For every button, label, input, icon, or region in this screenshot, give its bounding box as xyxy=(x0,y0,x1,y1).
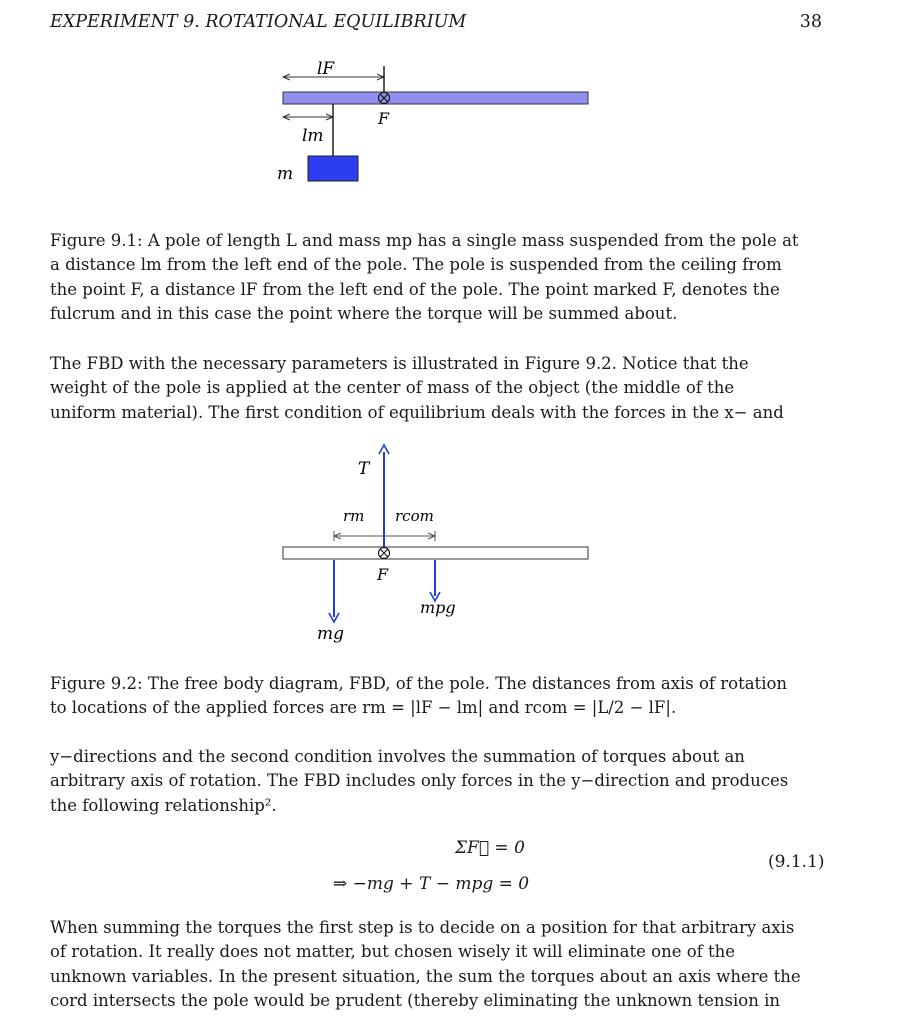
body-paragraph-2 xyxy=(50,745,825,818)
figure-9-2-caption xyxy=(50,672,825,721)
body-paragraph-3 xyxy=(50,916,825,1013)
caption1-line: Figure 9.1: A pole of length L and mass mp has a single mass suspended from the pole at xyxy=(50,231,799,250)
label-rm: rm xyxy=(343,507,365,525)
para3-line: unknown variables. In the present situation, the sum the torques about an axis where the xyxy=(50,966,801,986)
para3-line: When summing the torques the first step is to decide on a position for that arbitrary axis xyxy=(50,918,795,937)
label-T: T xyxy=(358,459,370,479)
equation-line-1: ΣF⃗ = 0 xyxy=(455,838,525,858)
page-number: 38 xyxy=(799,12,822,32)
label-lF: lF xyxy=(317,59,335,79)
label-mpg: mpg xyxy=(420,598,456,617)
header-title: EXPERIMENT 9. ROTATIONAL EQUILIBRIUM xyxy=(50,12,467,32)
para1-line: weight of the pole is applied at the center of mass of the object (the middle of the xyxy=(50,378,735,398)
label-m: m xyxy=(277,164,294,184)
equation-line-2: ⇒ −mg + T − mpg = 0 xyxy=(333,874,530,894)
caption1-line: the point F, a distance lF from the left end of the pole. The point marked F, denotes the xyxy=(50,279,780,299)
equation-block xyxy=(0,830,902,900)
label-lm: lm xyxy=(302,126,324,146)
para3-line: of rotation. It really does not matter, but chosen wisely it will eliminate one of the xyxy=(50,942,736,962)
para1-line: The FBD with the necessary parameters is illustrated in Figure 9.2. Notice that the xyxy=(50,354,749,373)
para2-line: y−directions and the second condition involves the summation of torques about an xyxy=(50,747,745,766)
para1-line: uniform material). The first condition of equilibrium deals with the forces in the x− and xyxy=(50,402,784,422)
para2-line: arbitrary axis of rotation. The FBD includes only forces in the y−direction and produces xyxy=(50,771,789,791)
label-F: F xyxy=(377,565,389,584)
caption1-line: fulcrum and in this case the point where the torque will be summed about. xyxy=(50,303,678,323)
para2-line: the following relationship². xyxy=(50,795,277,815)
label-F: F xyxy=(378,109,390,128)
para3-line: cord intersects the pole would be prudent (thereby eliminating the unknown tension in xyxy=(50,990,781,1010)
label-rcom: rcom xyxy=(395,507,434,525)
caption2-line: Figure 9.2: The free body diagram, FBD, of the pole. The distances from axis of rotation xyxy=(50,674,788,693)
pole-outline xyxy=(283,547,588,559)
caption1-line: a distance lm from the left end of the pole. The pole is suspended from the ceiling from xyxy=(50,255,782,275)
equation-number: (9.1.1) xyxy=(768,852,825,872)
label-mg: mg xyxy=(317,624,345,644)
caption2-line: to locations of the applied forces are rm = |lF − lm| and rcom = |L/2 − lF|. xyxy=(50,698,677,718)
